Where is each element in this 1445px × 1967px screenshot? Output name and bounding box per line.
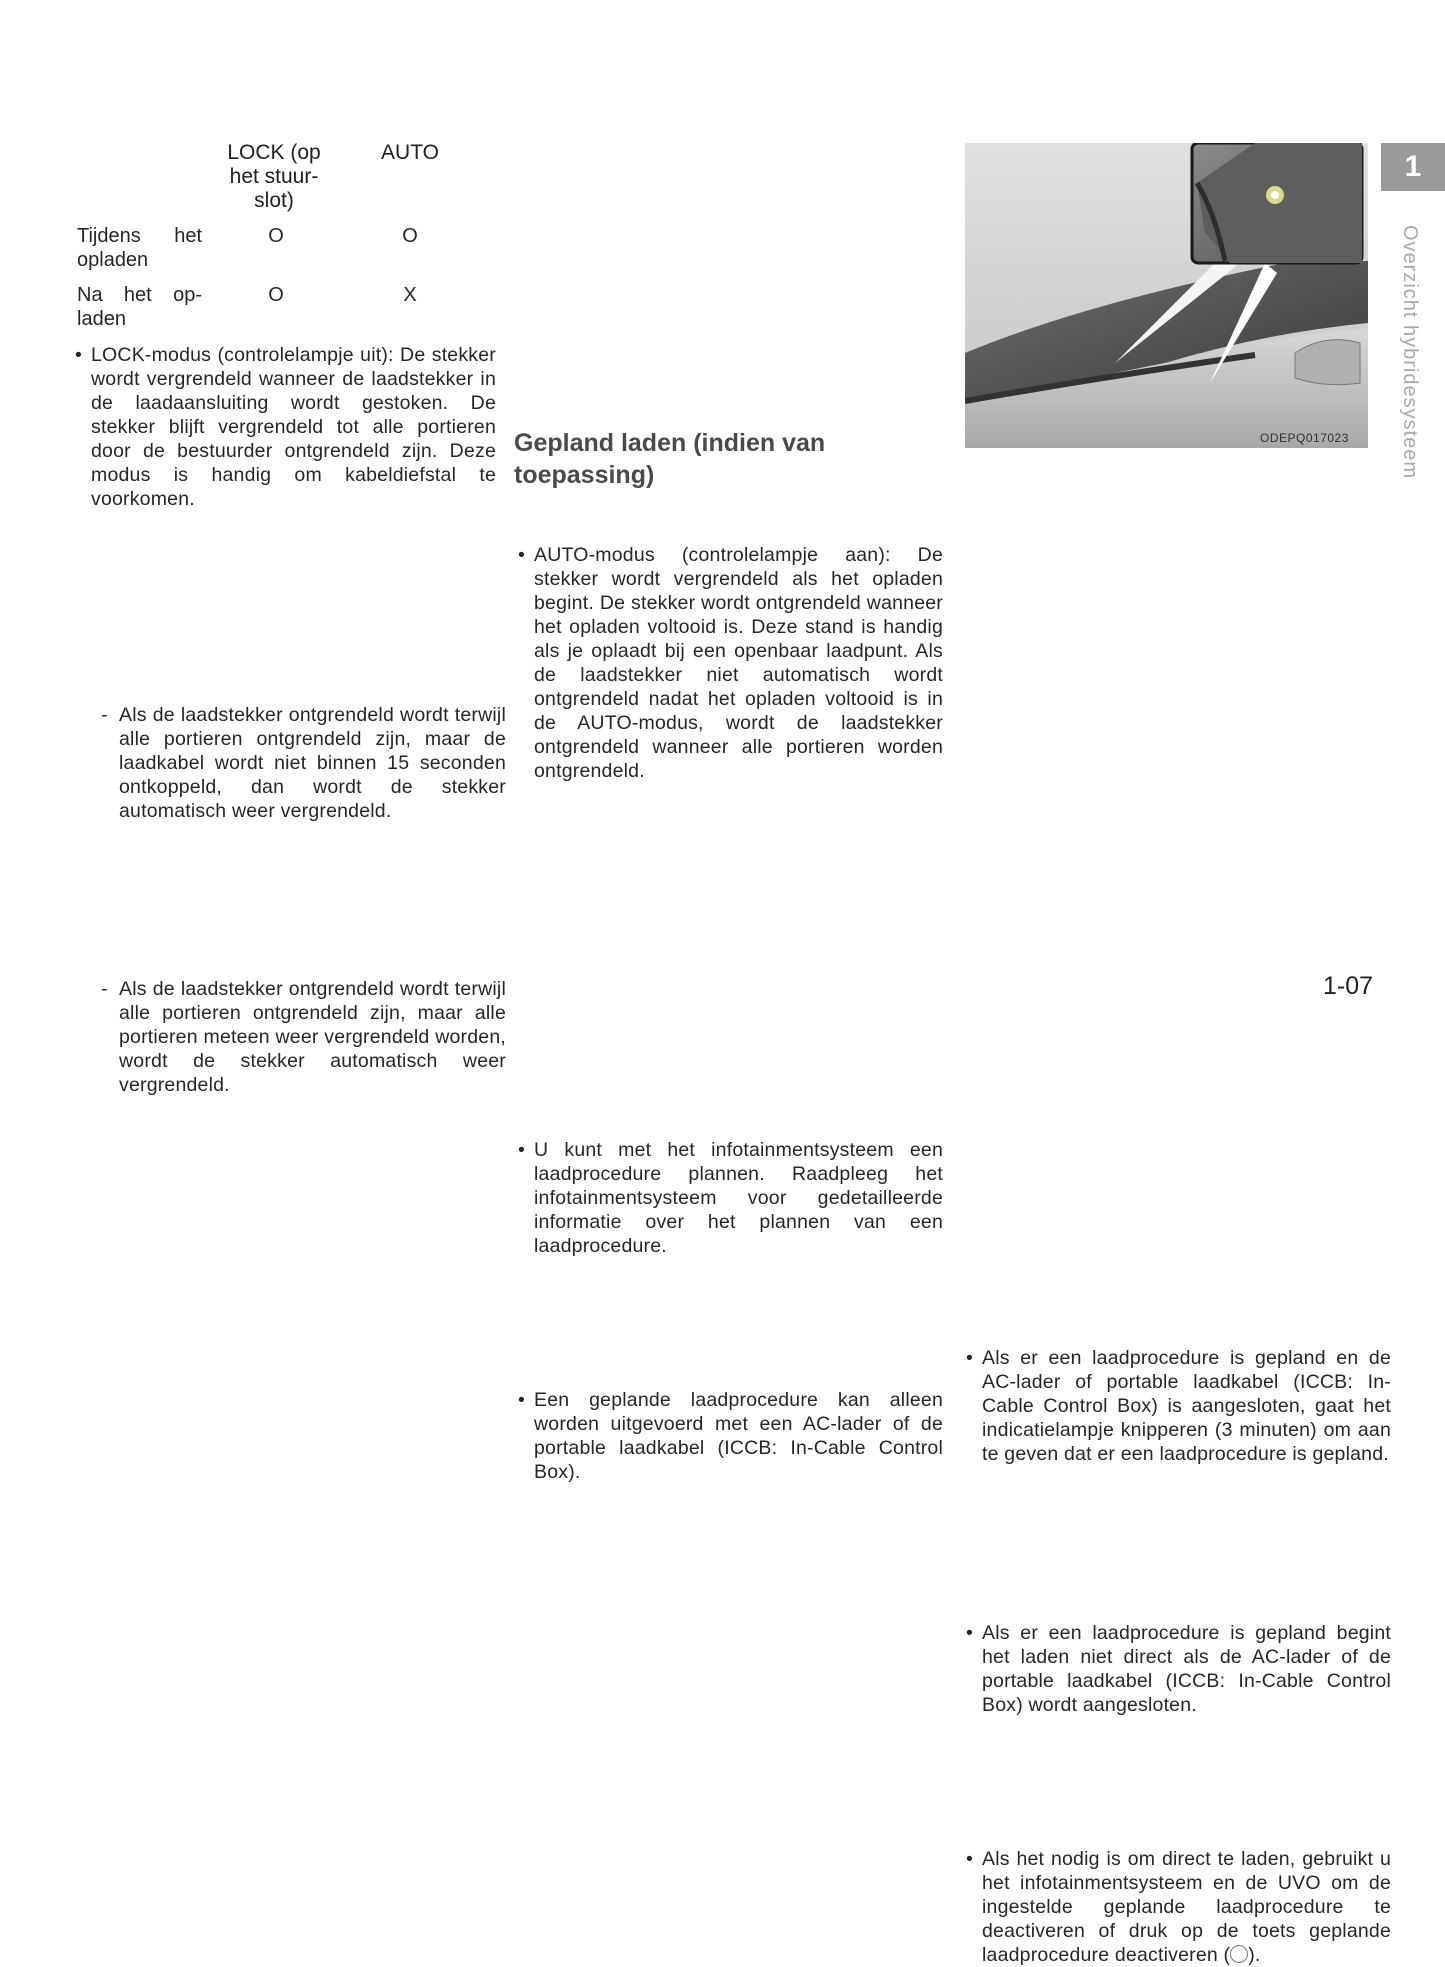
list-item: • Als er een laadprocedure is gepland en de AC-lader of portable laadkabel (ICCB: In-Cable Control Box) is aangesloten, gaat het indicatielampje knipperen (3 minuten) om aan te geven dat er een laadprocedure is gepland. [964,1346,1391,1466]
chapter-tab: 1 [1381,143,1445,191]
section-heading: Gepland laden (indien van toepassing) [514,429,826,489]
image-code: ODEPQ017023 [1260,431,1349,445]
table-row-label: Na het op-laden [77,284,202,330]
list-item-text: Als het nodig is om direct te laden, gebruikt u het infotainmentsysteem en de UVO om de ingestelde geplande laadprocedure te deactiveren of druk op de toets geplande laadprocedure deactiveren ( [982,1848,1391,1966]
table-cell: O [402,225,418,247]
auto-mode-text: • AUTO-modus (controlelampje aan): De stekker wordt vergrendeld als het opladen begint. De stekker wordt ontgrendeld wanneer het opladen voltooid is. Deze stand is handig als je oplaadt bij een openbaar laadpunt. Als de laadstekker niet automatisch wordt ontgrendeld nadat het opladen voltooid is in de AUTO-modus, wordt de laadstekker ontgrendeld wanneer alle portieren worden ontgrendeld. [516,543,943,783]
list-item-text-end: ). [1248,1944,1261,1966]
table-header-lock: LOCK (op het stuur-slot) [227,141,321,212]
table-cell: X [403,284,417,306]
list-item [964,1847,1391,1967]
list-item: • Als er een laadprocedure is gepland begint het laden niet direct als de AC-lader of de portable laadkabel (ICCB: In-Cable Control Box) wordt aangesloten. [964,1621,1391,1717]
scheduled-charging-off-icon [1230,1945,1248,1963]
list-item: • U kunt met het infotainmentsysteem een laadprocedure plannen. Raadpleeg het infotainmentsysteem voor gedetailleerde informatie over het plannen van een laadprocedure. [516,1138,943,1258]
table-header-auto: AUTO [381,141,439,164]
page-number: 1-07 [1323,972,1374,1000]
table-cell: O [268,284,284,306]
chapter-title: Overzicht hybridesysteem [1399,225,1421,480]
table-row-label: Tijdens het opladen [77,225,202,271]
car-windshield-image [965,143,1368,448]
list-item: • Een geplande laadprocedure kan alleen worden uitgevoerd met een AC-lader of de portable laadkabel (ICCB: In-Cable Control Box). [516,1388,943,1484]
lock-mode-text: • LOCK-modus (controlelampje uit): De stekker wordt vergrendeld wanneer de laadstekker in de laadaansluiting wordt gestoken. De stekker blijft vergrendeld tot alle portieren door de bestuurder ontgrendeld zijn. Deze modus is handig om kabeldiefstal te voorkomen. [73,343,496,511]
table-cell: O [268,225,284,247]
lock-mode-subitem: - Als de laadstekker ontgrendeld wordt terwijl alle portieren ontgrendeld zijn, maar de laadkabel wordt niet binnen 15 seconden ontkoppeld, dan wordt de stekker automatisch weer vergrendeld. [91,703,506,823]
lock-mode-subitem: - Als de laadstekker ontgrendeld wordt terwijl alle portieren ontgrendeld zijn, maar alle portieren meteen weer vergrendeld worden, wordt de stekker automatisch weer vergrendeld. [91,977,506,1097]
car-illustration [965,143,1368,448]
